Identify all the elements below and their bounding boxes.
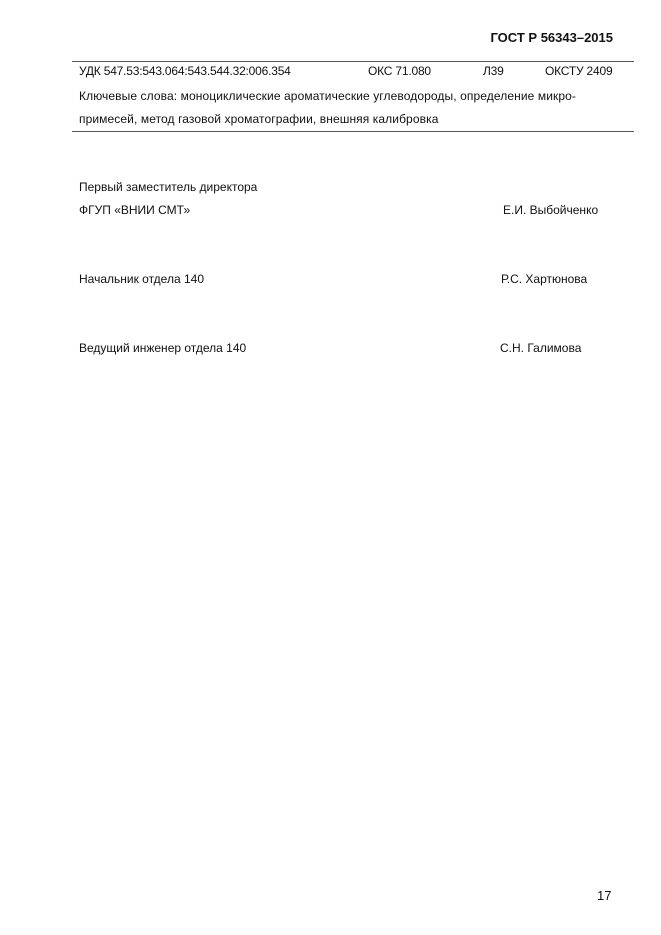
top-divider bbox=[72, 61, 634, 62]
bottom-divider bbox=[72, 131, 634, 132]
signatory-position: Начальник отдела 140 bbox=[79, 272, 204, 286]
signatory-name: Е.И. Выбойченко bbox=[503, 203, 599, 217]
page-number: 17 bbox=[597, 888, 612, 903]
udk-code: УДК 547.53:543.064:543.544.32:006.354 bbox=[79, 64, 291, 78]
signatory-position: Первый заместитель директора bbox=[79, 180, 258, 194]
oks-code: ОКС 71.080 bbox=[368, 64, 431, 78]
keywords-block bbox=[79, 85, 624, 131]
signatory-name: С.Н. Галимова bbox=[500, 341, 582, 355]
keywords-line: Ключевые слова: моноциклические ароматические углеводороды, определение микро- bbox=[79, 89, 576, 103]
signatory-position: Ведущий инженер отдела 140 bbox=[79, 341, 247, 355]
classification-row bbox=[79, 64, 624, 80]
classifier-code: Л39 bbox=[483, 64, 504, 78]
signatory-name: Р.С. Хартюнова bbox=[501, 272, 588, 286]
okstu-code: ОКСТУ 2409 bbox=[545, 64, 613, 78]
signatory-organization: ФГУП «ВНИИ СМТ» bbox=[79, 203, 191, 217]
keywords-line: примесей, метод газовой хроматографии, внешняя калибровка bbox=[79, 112, 439, 126]
standard-number: ГОСТ Р 56343–2015 bbox=[490, 30, 613, 45]
